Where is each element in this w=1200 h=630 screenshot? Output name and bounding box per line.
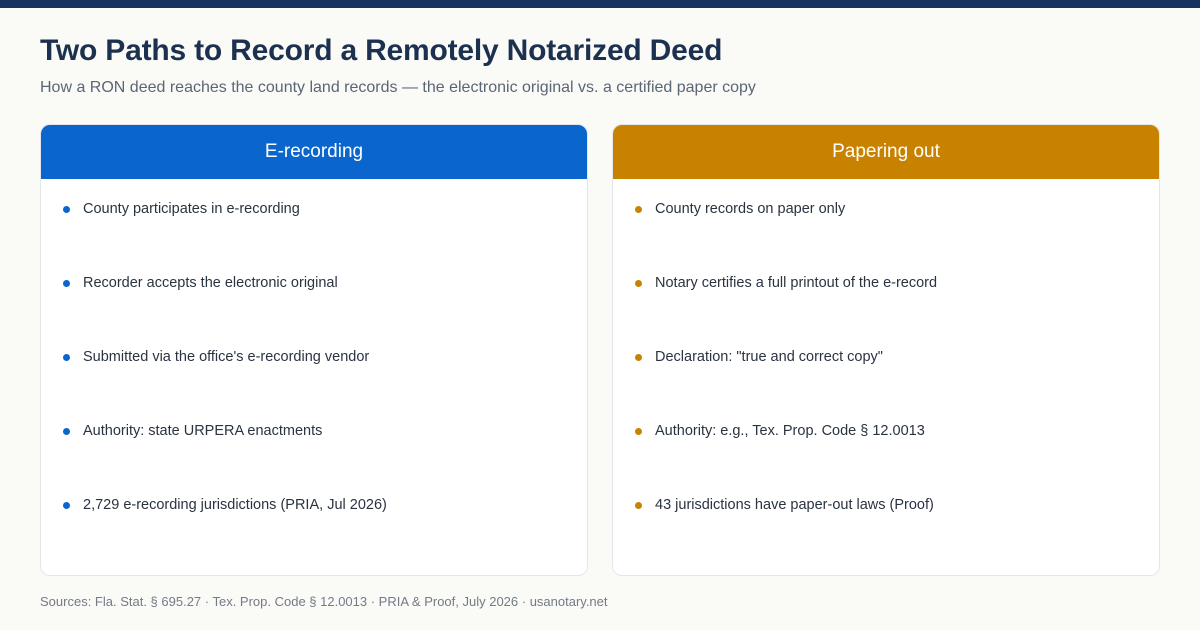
list-item	[635, 253, 1137, 327]
list-item	[635, 475, 1137, 549]
list-item-text: Notary certifies a full printout of the e-record	[655, 275, 938, 291]
bullet-dot-icon	[63, 280, 70, 287]
list-item-text: County records on paper only	[655, 201, 846, 217]
list-item-text: Authority: state URPERA enactments	[83, 423, 323, 439]
list-item	[63, 401, 565, 475]
list-item-text: County participates in e-recording	[83, 201, 300, 217]
sources-footnote: Sources: Fla. Stat. § 695.27 · Tex. Prop. Code § 12.0013 · PRIA & Proof, July 2026 · usanotary.net	[40, 594, 608, 609]
list-item	[63, 179, 565, 253]
top-accent-bar	[0, 0, 1200, 8]
e-recording-list	[41, 179, 587, 549]
list-item	[635, 401, 1137, 475]
list-item	[63, 253, 565, 327]
bullet-dot-icon	[63, 428, 70, 435]
bullet-dot-icon	[635, 206, 642, 213]
page-title: Two Paths to Record a Remotely Notarized Deed	[40, 34, 723, 67]
bullet-dot-icon	[63, 206, 70, 213]
bullet-dot-icon	[63, 354, 70, 361]
papering-out-list	[613, 179, 1159, 549]
papering-out-card-title: Papering out	[832, 141, 940, 162]
list-item-text: Recorder accepts the electronic original	[83, 275, 338, 291]
bullet-dot-icon	[635, 502, 642, 509]
list-item-text: 2,729 e-recording jurisdictions (PRIA, Jul 2026)	[83, 497, 387, 513]
e-recording-card-title: E-recording	[264, 141, 364, 162]
papering-out-card	[612, 124, 1160, 576]
bullet-dot-icon	[635, 280, 642, 287]
list-item	[63, 327, 565, 401]
bullet-dot-icon	[635, 428, 642, 435]
bullet-dot-icon	[635, 354, 642, 361]
papering-out-card-header	[613, 125, 1159, 179]
list-item	[63, 475, 565, 549]
list-item	[635, 327, 1137, 401]
bullet-dot-icon	[63, 502, 70, 509]
list-item	[635, 179, 1137, 253]
list-item-text: 43 jurisdictions have paper-out laws (Proof)	[655, 497, 934, 513]
e-recording-card	[40, 124, 588, 576]
page-subtitle: How a RON deed reaches the county land records — the electronic original vs. a certified paper copy	[40, 79, 756, 96]
e-recording-card-header	[41, 125, 587, 179]
list-item-text: Authority: e.g., Tex. Prop. Code § 12.0013	[655, 423, 925, 439]
list-item-text: Declaration: "true and correct copy"	[655, 349, 883, 365]
list-item-text: Submitted via the office's e-recording vendor	[83, 349, 370, 365]
